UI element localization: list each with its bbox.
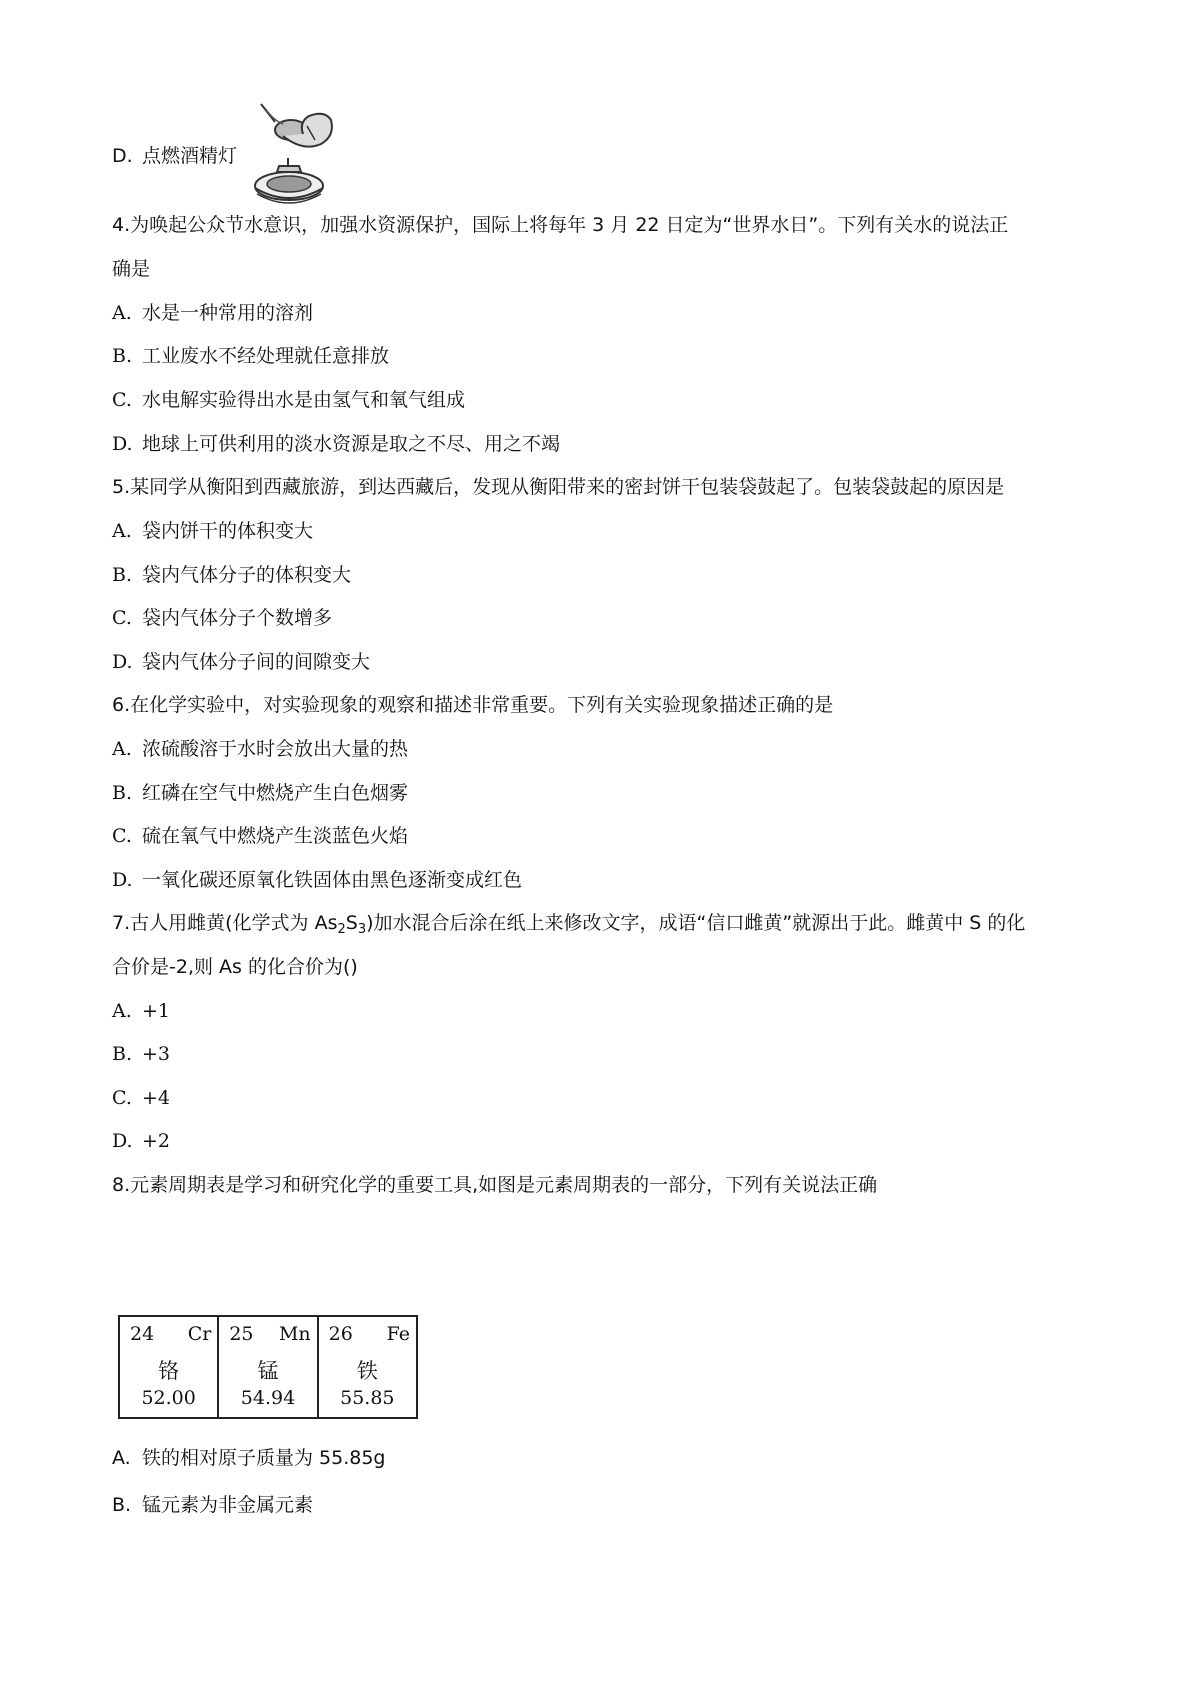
q7-option-a: [112, 998, 170, 1024]
option-letter: B.: [112, 345, 133, 367]
option-letter: C.: [112, 825, 132, 847]
q7-stem-pre: 7.古人用雌黄(化学式为 As: [112, 912, 338, 934]
option-letter: B.: [112, 782, 133, 804]
option-letter: B.: [112, 1043, 133, 1065]
option-text: +2: [142, 1130, 171, 1152]
atomic-number: 25: [229, 1323, 254, 1345]
q8-option-b: [112, 1492, 313, 1518]
q5-option-c: [112, 605, 332, 631]
option-letter: D.: [112, 433, 133, 455]
element-symbol: Fe: [386, 1323, 410, 1345]
element-cell-mn: [219, 1317, 318, 1417]
option-text: 水是一种常用的溶剂: [142, 302, 314, 324]
element-name: 锰: [257, 1359, 279, 1383]
subscript: 2: [337, 922, 346, 937]
option-text: 袋内饼干的体积变大: [142, 520, 314, 542]
option-letter: A.: [112, 738, 132, 760]
atomic-mass: 52.00: [141, 1387, 196, 1409]
option-text: 袋内气体分子的体积变大: [142, 564, 352, 586]
option-text: 一氧化碳还原氧化铁固体由黑色逐渐变成红色: [142, 869, 523, 891]
option-text: 硫在氧气中燃烧产生淡蓝色火焰: [142, 825, 409, 847]
atomic-number: 24: [130, 1323, 155, 1345]
option-text: 浓硫酸溶于水时会放出大量的热: [142, 738, 409, 760]
option-letter: D.: [112, 651, 133, 673]
q7-stem: [112, 910, 1025, 936]
option-letter: C.: [112, 607, 132, 629]
q5-option-a: [112, 518, 313, 544]
q7-stem-post: )加水混合后涂在纸上来修改文字，成语“信口雌黄”就源出于此。雌黄中 S 的化: [366, 912, 1026, 934]
atomic-mass: 55.85: [340, 1387, 395, 1409]
option-text: 工业废水不经处理就任意排放: [142, 345, 390, 367]
q8-stem: 8.元素周期表是学习和研究化学的重要工具,如图是元素周期表的一部分，下列有关说法正确: [112, 1174, 878, 1196]
option-letter: D.: [112, 145, 133, 167]
option-letter: D.: [112, 869, 133, 891]
periodic-table-excerpt: [118, 1315, 418, 1419]
q4-stem: 4.为唤起公众节水意识，加强水资源保护，国际上将每年 3 月 22 日定为“世界水日”。下列有关水的说法正: [112, 214, 1009, 236]
q7-stem-cont: 合价是-2,则 As 的化合价为(): [112, 956, 358, 978]
option-letter: A.: [112, 1000, 132, 1022]
q5-option-d: [112, 649, 370, 675]
q6-option-d: [112, 867, 522, 893]
option-letter: A.: [112, 302, 132, 324]
q4-option-c: [112, 387, 465, 413]
option-letter: A.: [112, 1447, 131, 1469]
option-letter: D.: [112, 1130, 133, 1152]
element-name: 铁: [356, 1359, 378, 1383]
q6-option-c: [112, 823, 408, 849]
atomic-number: 26: [328, 1323, 353, 1345]
q5-option-b: [112, 562, 351, 588]
option-letter: C.: [112, 389, 132, 411]
q6-option-a: [112, 736, 408, 762]
q4-option-a: [112, 300, 313, 326]
subscript: 3: [357, 922, 367, 937]
option-text: 袋内气体分子间的间隙变大: [142, 651, 371, 673]
option-text: 锰元素为非金属元素: [142, 1494, 314, 1516]
option-letter: B.: [112, 1494, 132, 1516]
q4-stem-cont: 确是: [112, 258, 151, 280]
option-text: +4: [142, 1087, 171, 1109]
option-text: 水电解实验得出水是由氢气和氧气组成: [142, 389, 466, 411]
option-letter: A.: [112, 520, 132, 542]
q4-option-d: [112, 431, 560, 457]
q7-stem-mid: S: [345, 912, 358, 934]
q6-option-b: [112, 780, 408, 806]
q8-option-a: [112, 1445, 386, 1471]
q7-option-d: [112, 1128, 170, 1154]
option-text: +1: [142, 1000, 171, 1022]
option-text: +3: [142, 1043, 171, 1065]
option-text: 铁的相对原子质量为 55.85g: [142, 1447, 386, 1469]
element-name: 铬: [158, 1359, 180, 1383]
q7-option-b: [112, 1041, 170, 1067]
element-symbol: Mn: [278, 1323, 311, 1345]
option-text: 红磷在空气中燃烧产生白色烟雾: [142, 782, 409, 804]
alcohol-lamp-lighting-illustration: [243, 100, 363, 210]
q5-stem: 5.某同学从衡阳到西藏旅游，到达西藏后，发现从衡阳带来的密封饼干包装袋鼓起了。包装袋鼓起的原因是: [112, 476, 1005, 498]
option-text: 袋内气体分子个数增多: [142, 607, 333, 629]
option-text: 地球上可供利用的淡水资源是取之不尽、用之不竭: [142, 433, 561, 455]
atomic-mass: 54.94: [240, 1387, 296, 1409]
element-cell-fe: [319, 1317, 416, 1417]
q6-stem: 6.在化学实验中，对实验现象的观察和描述非常重要。下列有关实验现象描述正确的是: [112, 694, 834, 716]
q3-option-d: [112, 143, 237, 169]
q4-option-b: [112, 343, 389, 369]
option-letter: C.: [112, 1087, 132, 1109]
element-cell-cr: [120, 1317, 219, 1417]
option-letter: B.: [112, 564, 133, 586]
option-text: 点燃酒精灯: [142, 145, 238, 167]
q7-option-c: [112, 1085, 170, 1111]
element-symbol: Cr: [187, 1323, 212, 1345]
